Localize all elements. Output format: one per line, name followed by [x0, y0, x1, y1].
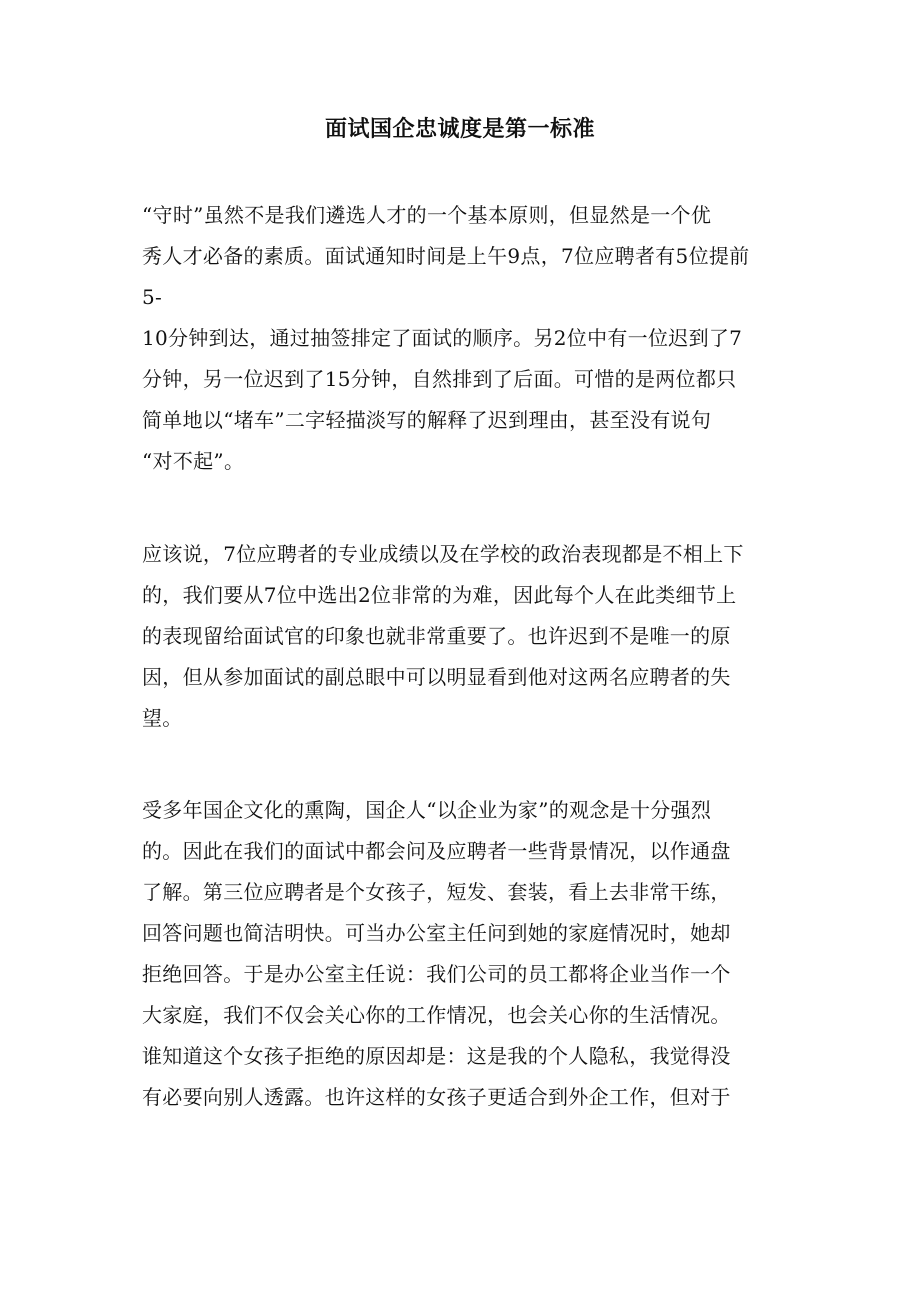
paragraph-company-culture — [142, 790, 782, 1118]
paragraph-line: 5- — [142, 285, 163, 309]
paragraph-impression — [142, 534, 782, 739]
paragraph-line: 受多年国企文化的熏陶，国企人“以企业为家”的观念是十分强烈 — [142, 798, 712, 822]
paragraph-line: 望。 — [142, 706, 183, 730]
paragraph-line: “守时”虽然不是我们遴选人才的一个基本原则，但显然是一个优 — [142, 203, 712, 227]
paragraph-line: 简单地以“堵车”二字轻描淡写的解释了迟到理由，甚至没有说句 — [142, 408, 712, 432]
paragraph-line: 的。因此在我们的面试中都会问及应聘者一些背景情况，以作通盘 — [142, 839, 731, 863]
paragraph-line: 谁知道这个女孩子拒绝的原因却是：这是我的个人隐私，我觉得没 — [142, 1044, 731, 1068]
paragraph-line: 大家庭，我们不仅会关心你的工作情况，也会关心你的生活情况。 — [142, 1003, 731, 1027]
paragraph-line: “对不起”。 — [142, 449, 245, 473]
paragraph-line: 回答问题也简洁明快。可当办公室主任问到她的家庭情况时，她却 — [142, 921, 731, 945]
paragraph-line: 有必要向别人透露。也许这样的女孩子更适合到外企工作，但对于 — [142, 1085, 731, 1109]
paragraph-line: 拒绝回答。于是办公室主任说：我们公司的员工都将企业当作一个 — [142, 962, 731, 986]
paragraph-line: 10分钟到达，通过抽签排定了面试的顺序。另2位中有一位迟到了7 — [142, 326, 743, 350]
paragraph-punctuality — [142, 195, 782, 482]
paragraph-line: 的，我们要从7位中选出2位非常的为难，因此每个人在此类细节上 — [142, 583, 737, 607]
paragraph-line: 分钟，另一位迟到了15分钟，自然排到了后面。可惜的是两位都只 — [142, 367, 737, 391]
paragraph-line: 应该说，7位应聘者的专业成绩以及在学校的政治表现都是不相上下 — [142, 542, 744, 566]
paragraph-line: 的表现留给面试官的印象也就非常重要了。也许迟到不是唯一的原 — [142, 624, 731, 648]
paragraph-line: 了解。第三位应聘者是个女孩子，短发、套装，看上去非常干练， — [142, 880, 731, 904]
paragraph-line: 因，但从参加面试的副总眼中可以明显看到他对这两名应聘者的失 — [142, 665, 731, 689]
paragraph-line: 秀人才必备的素质。面试通知时间是上午9点，7位应聘者有5位提前 — [142, 244, 750, 268]
document-title: 面试国企忠诚度是第一标准 — [324, 116, 595, 142]
